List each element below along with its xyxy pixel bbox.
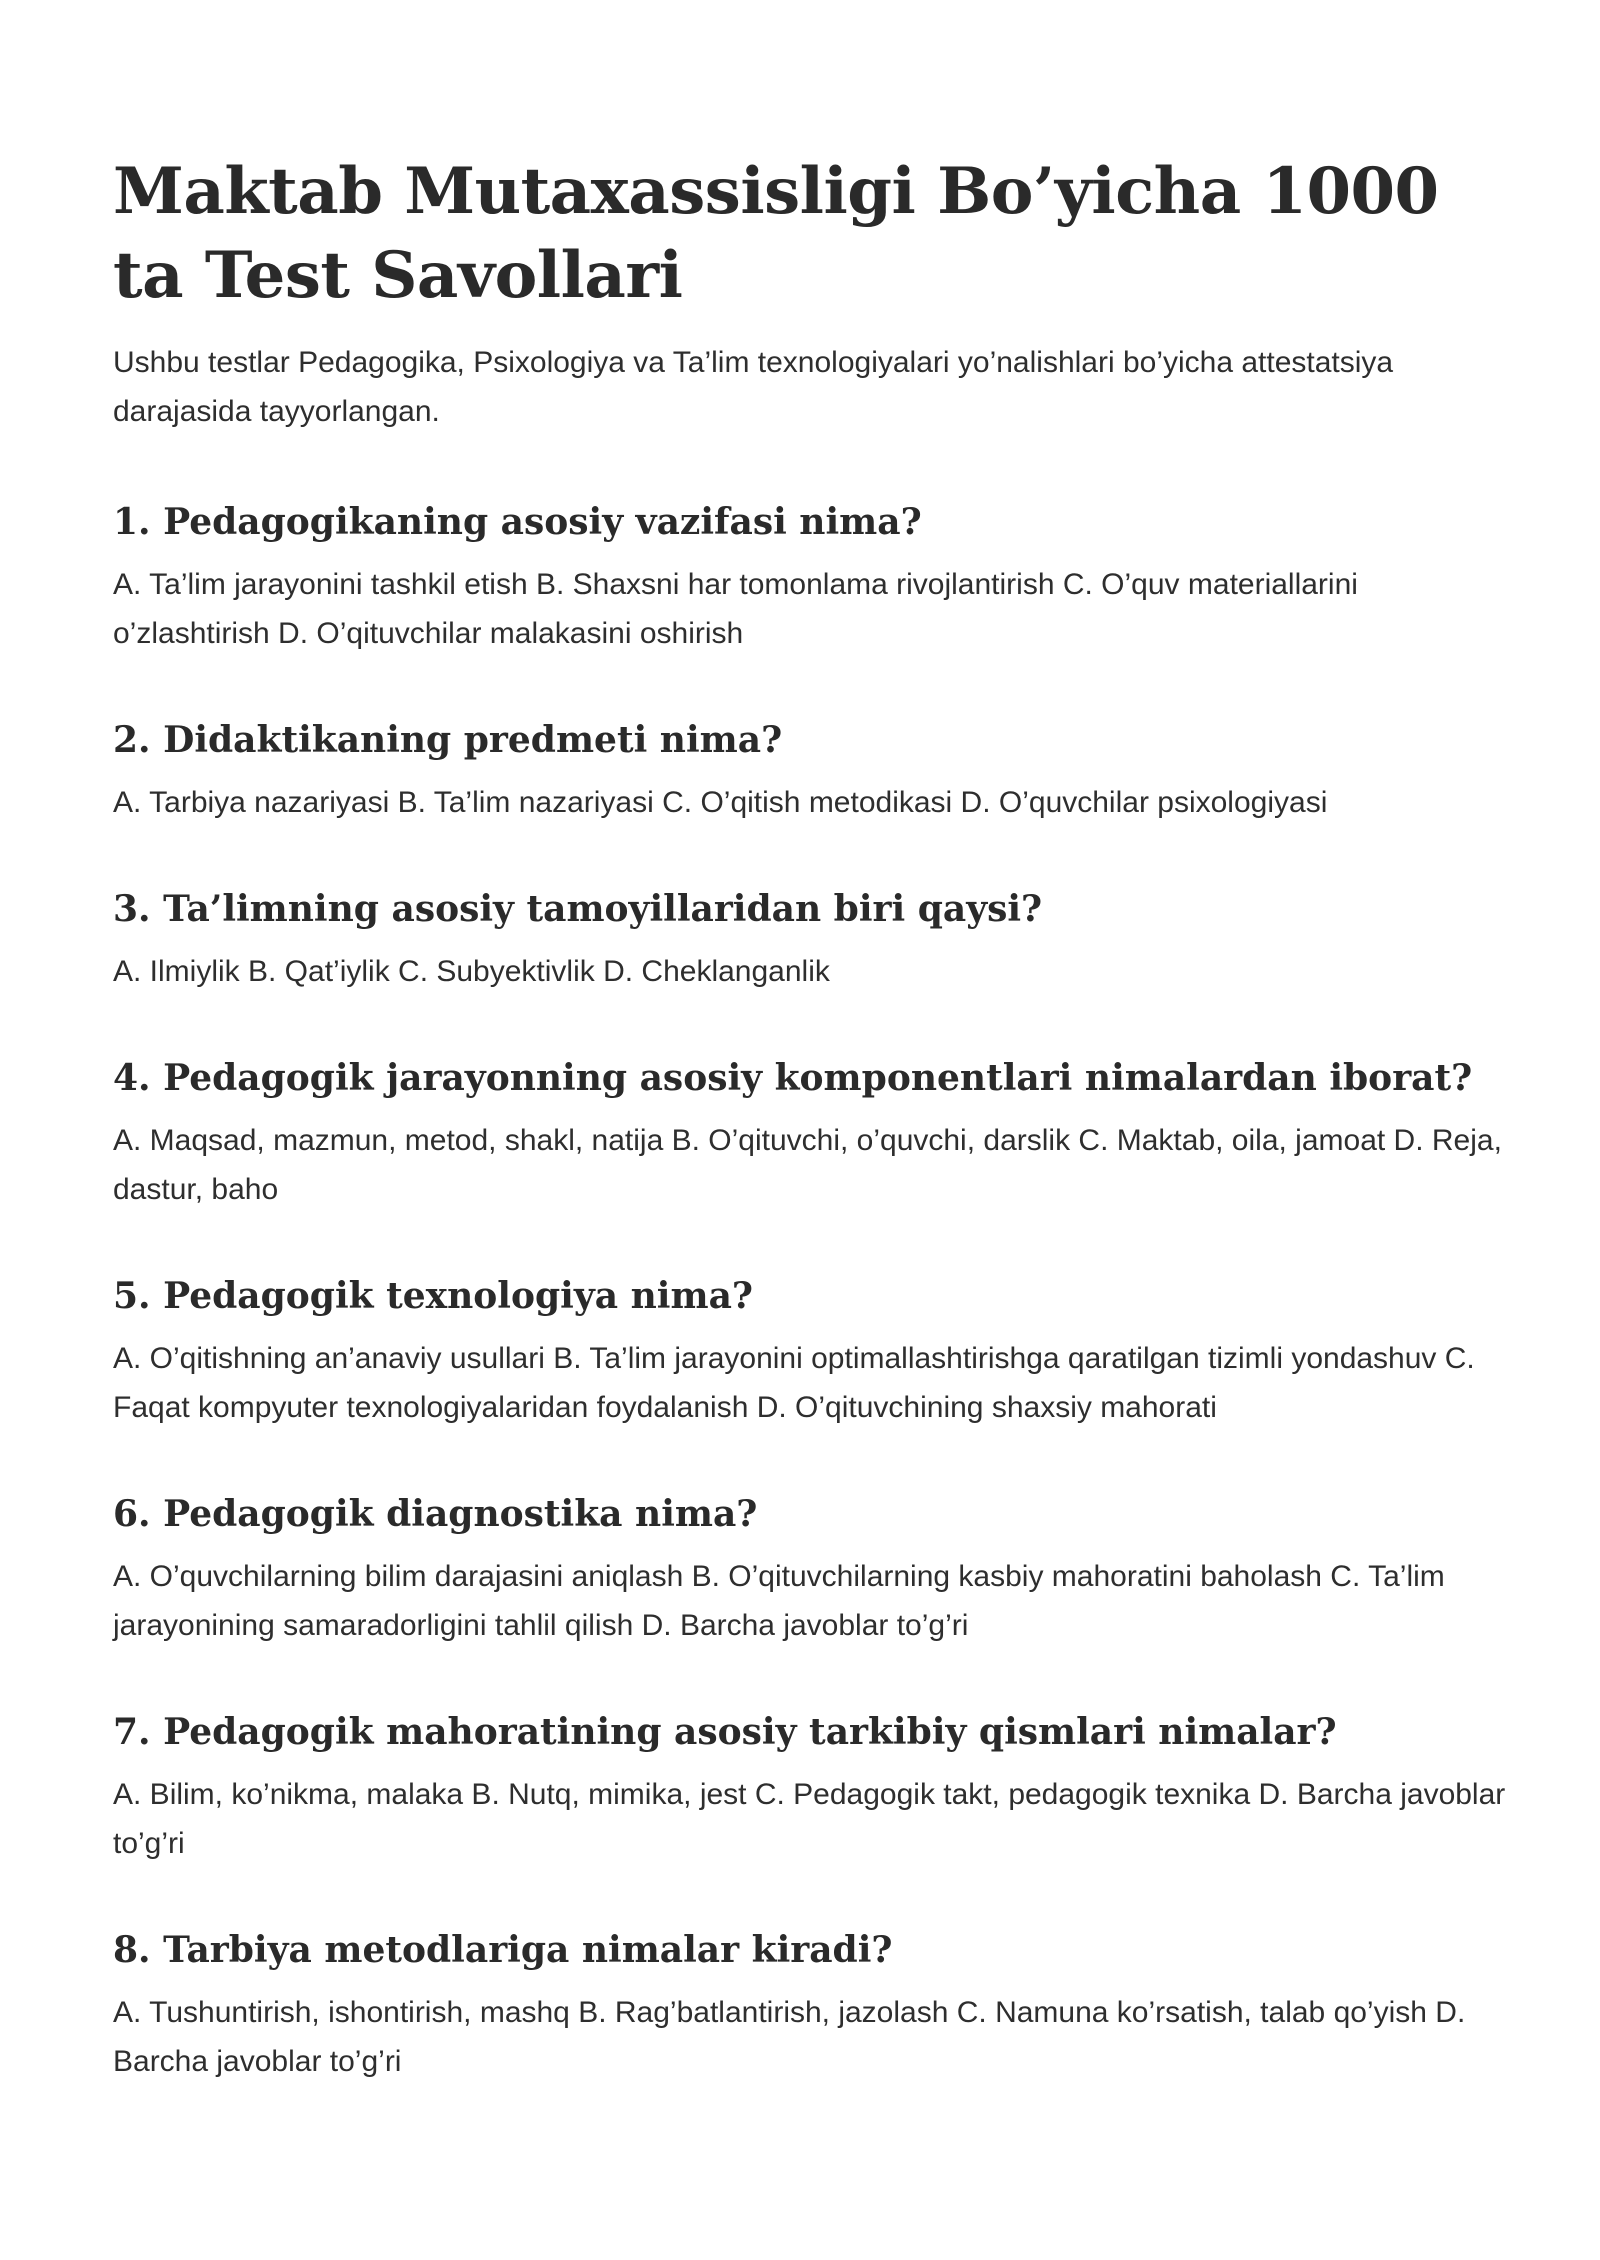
question-title: 3. Ta’limning asosiy tamoyillaridan biri qaysi? — [113, 888, 1043, 930]
question-item — [113, 885, 1513, 996]
question-answers: A. O’quvchilarning bilim darajasini aniqlash B. O’qituvchilarning kasbiy mahoratini baholash C. Ta’lim jarayonining samaradorligini tahlil qilish D. Barcha javoblar to’g’ri — [113, 1560, 1445, 1642]
question-answers: A. Maqsad, mazmun, metod, shakl, natija B. O’qituvchi, o’quvchi, darslik C. Maktab, oila, jamoat D. Reja, dastur, baho — [113, 1124, 1502, 1206]
question-item — [113, 1272, 1513, 1432]
question-item — [113, 498, 1513, 658]
question-item — [113, 1490, 1513, 1650]
question-answers: A. Tushuntirish, ishontirish, mashq B. Rag’batlantirish, jazolash C. Namuna ko’rsatish, talab qo’yish D. Barcha javoblar to’g’ri — [113, 1996, 1466, 2078]
question-title: 7. Pedagogik mahoratining asosiy tarkibiy qismlari nimalar? — [113, 1711, 1337, 1753]
page-title: Maktab Mutaxassisligi Bo’yicha 1000 ta Test Savollari — [113, 154, 1439, 313]
question-answers: A. Bilim, ko’nikma, malaka B. Nutq, mimika, jest C. Pedagogik takt, pedagogik texnika D. Barcha javoblar to’g’ri — [113, 1778, 1506, 1860]
question-item — [113, 1054, 1513, 1214]
question-title: 5. Pedagogik texnologiya nima? — [113, 1275, 753, 1317]
question-title: 8. Tarbiya metodlariga nimalar kiradi? — [113, 1929, 893, 1971]
question-item — [113, 716, 1513, 827]
question-item — [113, 1926, 1513, 2086]
question-title: 6. Pedagogik diagnostika nima? — [113, 1493, 758, 1535]
question-title: 1. Pedagogikaning asosiy vazifasi nima? — [113, 501, 922, 543]
question-answers: A. O’qitishning an’anaviy usullari B. Ta’lim jarayonini optimallashtirishga qaratilgan tizimli yondashuv C. Faqat kompyuter texnologiyalaridan foydalanish D. O’qituvchining shaxsiy mahorati — [113, 1342, 1475, 1424]
question-answers: A. Ta’lim jarayonini tashkil etish B. Shaxsni har tomonlama rivojlantirish C. O’quv materiallarini o’zlashtirish D. O’qituvchilar malakasini oshirish — [113, 568, 1358, 650]
question-item — [113, 1708, 1513, 1868]
question-answers: A. Ilmiylik B. Qat’iylik C. Subyektivlik D. Cheklanganlik — [113, 955, 830, 988]
document-page — [113, 150, 1513, 2086]
question-answers: A. Tarbiya nazariyasi B. Ta’lim nazariyasi C. O’qitish metodikasi D. O’quvchilar psixologiyasi — [113, 786, 1328, 819]
intro-text: Ushbu testlar Pedagogika, Psixologiya va Ta’lim texnologiyalari yo’nalishlari bo’yicha attestatsiya darajasida tayyorlangan. — [113, 346, 1394, 428]
question-title: 4. Pedagogik jarayonning asosiy komponentlari nimalardan iborat? — [113, 1057, 1473, 1099]
question-title: 2. Didaktikaning predmeti nima? — [113, 719, 783, 761]
